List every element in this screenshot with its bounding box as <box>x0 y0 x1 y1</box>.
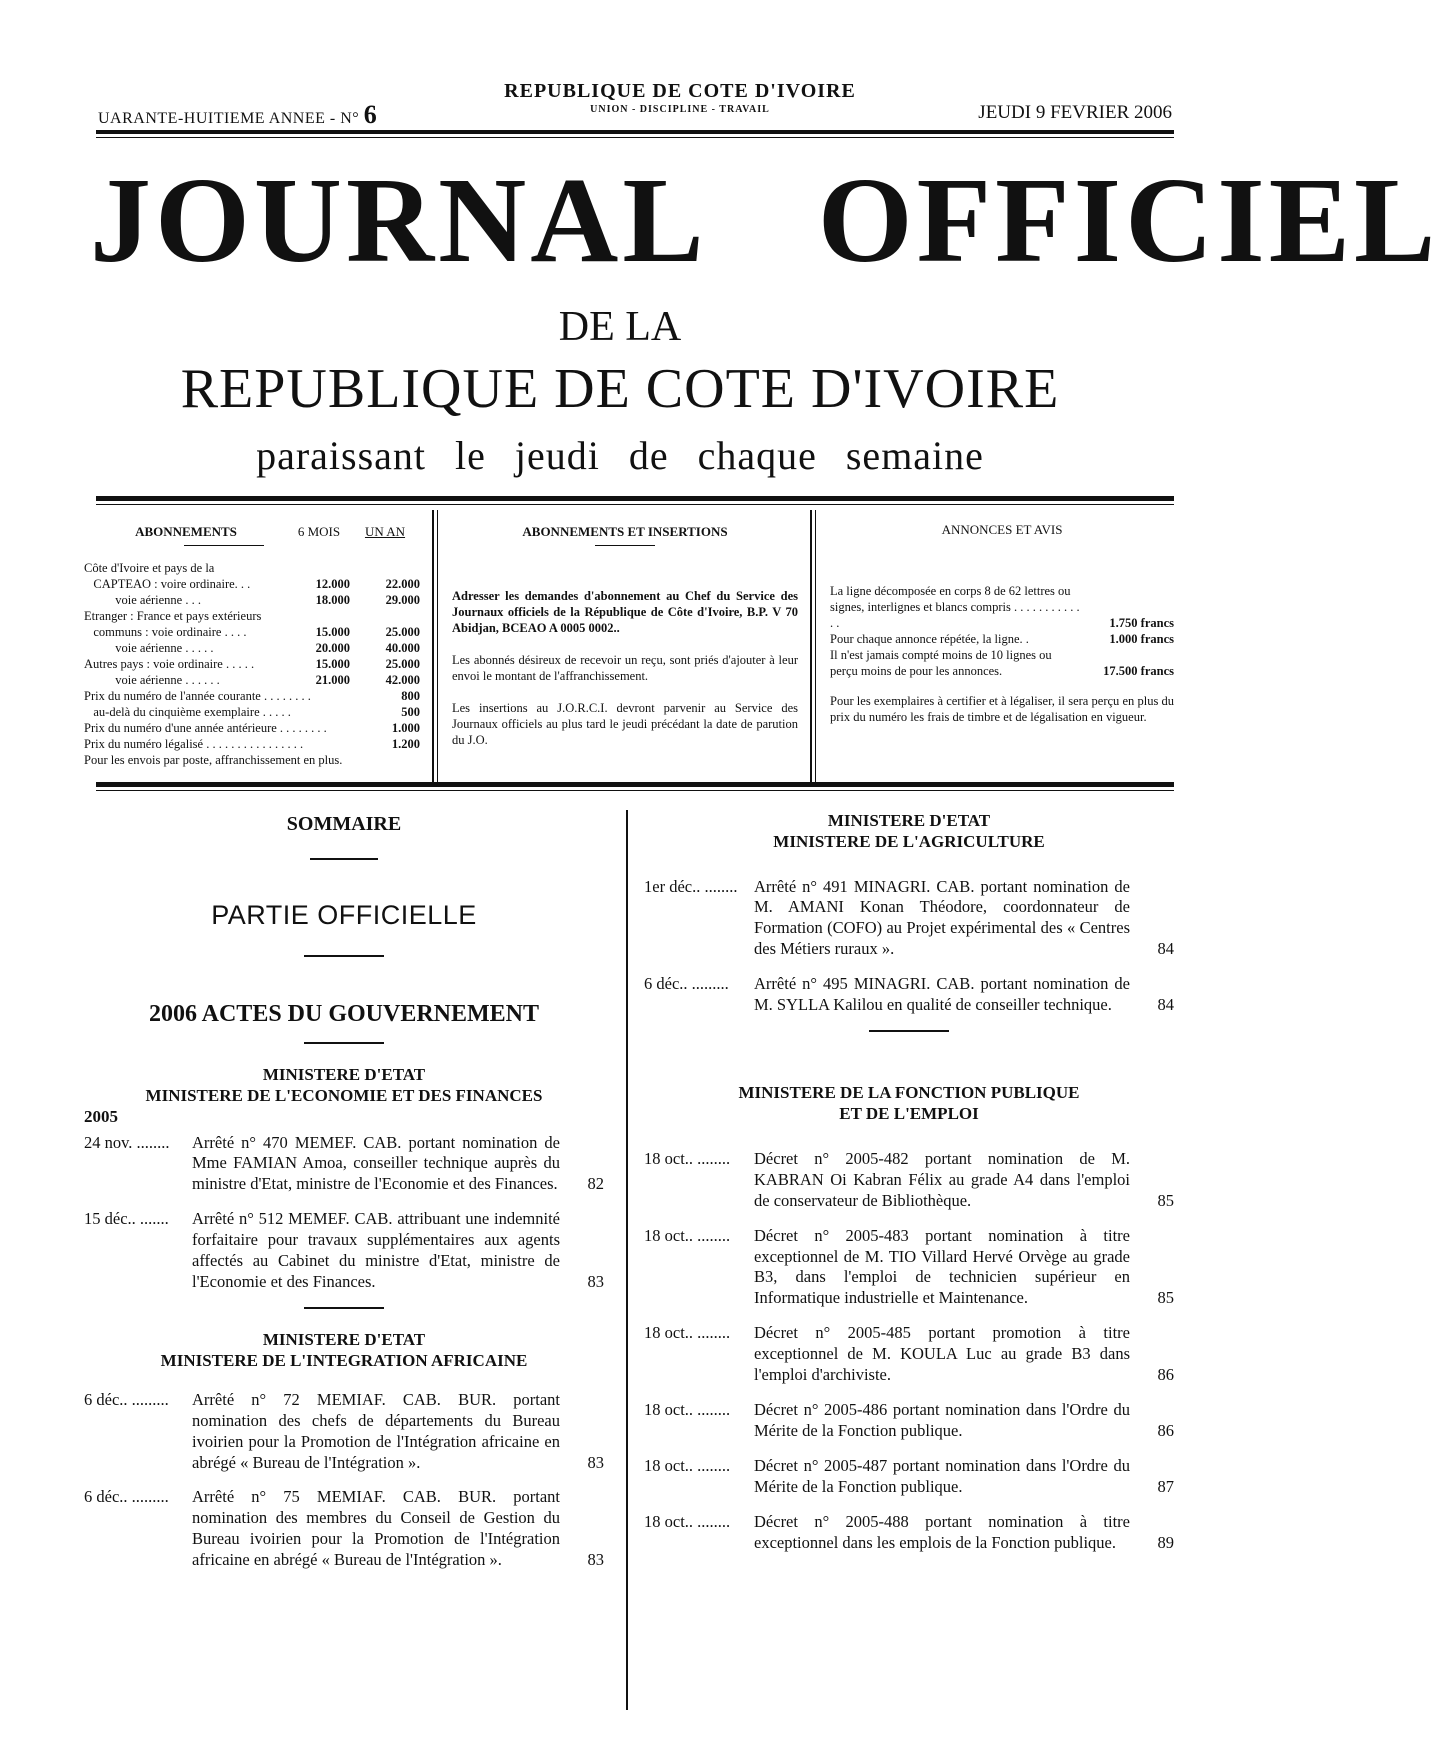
abonnements-col-6mois: 6 MOIS <box>297 524 341 539</box>
sommaire-rule <box>310 858 378 860</box>
masthead-word-journal: JOURNAL <box>90 153 708 288</box>
sommaire-entry <box>644 1149 1174 1212</box>
abonnement-row <box>84 640 420 656</box>
entry-page: 87 <box>1157 1477 1174 1497</box>
annonce-text: Pour chaque annonce répétée, la ligne. . <box>830 631 1029 646</box>
insertions-p3: Les insertions au J.O.R.C.I. devront parvenir au Service des Journaux officiels au plus tard le jeudi précédant la date de parution du J.O. <box>452 700 798 747</box>
entry-text: Décret n° 2005-487 portant nomination dans l'Ordre du Mérite de la Fonction publique. <box>754 1456 1130 1497</box>
entry-text: Arrêté n° 470 MEMEF. CAB. portant nomination de Mme FAMIAN Amoa, conseiller technique auprès du ministre d'Etat, ministre de l'Economie et des Finances. <box>192 1132 560 1194</box>
abonnement-6mois: 21.000 <box>315 672 350 687</box>
entry-date: 6 déc.. ......... <box>84 1389 169 1409</box>
economie-entries <box>84 1133 604 1294</box>
abonnement-6mois <box>327 720 371 736</box>
insertions-underline <box>595 545 655 546</box>
abonnement-row <box>84 704 420 720</box>
issue-number: 6 <box>363 100 378 129</box>
entry-date: 6 déc.. ......... <box>84 1487 169 1507</box>
year-label: UARANTE-HUITIEME ANNEE - N° <box>98 110 360 127</box>
sommaire-entry <box>644 1512 1174 1554</box>
entry-text: Décret n° 2005-486 portant nomination dans l'Ordre du Mérite de la Fonction publique. <box>754 1400 1130 1441</box>
abonnement-6mois <box>291 704 352 720</box>
abonnement-row <box>84 656 420 672</box>
abonnement-label: voie aérienne . . . . . . <box>84 672 220 687</box>
year-2005: 2005 <box>84 1106 118 1126</box>
abonnement-6mois <box>288 560 350 576</box>
entry-text: Arrêté n° 72 MEMIAF. CAB. BUR. portant nomination des chefs de départements du Bureau ivoirien pour la Promotion de l'Intégration africaine en abrégé « Bureau de l'Intégration ». <box>192 1389 560 1472</box>
entry-text: Décret n° 2005-488 portant nomination à titre exceptionnel dans les emplois de la Fonction publique. <box>754 1512 1130 1553</box>
abonnement-label: Prix du numéro légalisé . . . . . . . . . . . . . . . . <box>84 736 304 751</box>
abonnement-6mois: 12.000 <box>315 576 350 591</box>
issue-date: JEUDI 9 FEVRIER 2006 <box>978 102 1172 123</box>
entry-text: Arrêté n° 491 MINAGRI. CAB. portant nomination de M. AMANI Konan Théodore, coordonnateur de Formation (COFO) au Projet expérimental des « Centres des Métiers ruraux ». <box>754 876 1130 959</box>
abonnement-unan <box>350 560 420 576</box>
abonnement-unan: 1.000 <box>391 720 420 735</box>
sommaire-entry <box>644 877 1174 961</box>
abonnement-label: Prix du numéro de l'année courante . . . . . . . . <box>84 688 311 703</box>
abonnement-row <box>84 576 420 592</box>
box-divider-1 <box>432 510 434 782</box>
header-republic: REPUBLIQUE DE COTE D'IVOIRE <box>504 80 856 102</box>
header-rule-thick <box>96 130 1174 134</box>
abonnement-row <box>84 624 420 640</box>
entry-date: 18 oct.. ........ <box>644 1456 731 1476</box>
abonnement-row <box>84 720 420 736</box>
abonnement-label: Prix du numéro d'une année antérieure . . . . . . . . <box>84 720 327 735</box>
agriculture-rule <box>869 1030 949 1032</box>
abonnement-6mois <box>288 608 350 624</box>
abonnement-unan <box>379 752 420 768</box>
box-divider-2b <box>815 510 816 782</box>
annonce-price: 1.750 francs <box>1109 615 1174 630</box>
abonnement-row <box>84 608 420 624</box>
annonce-price: 17.500 francs <box>1103 663 1174 678</box>
entry-page: 84 <box>1157 995 1174 1015</box>
sommaire-entry <box>644 1456 1174 1498</box>
header-motto: UNION - DISCIPLINE - TRAVAIL <box>590 104 770 115</box>
annonce-price: 1.000 francs <box>1109 631 1174 646</box>
entry-date: 6 déc.. ......... <box>644 974 729 994</box>
abonnement-6mois: 15.000 <box>315 656 350 671</box>
header-center <box>420 80 940 115</box>
abonnement-label: voie aérienne . . . . . <box>84 640 214 655</box>
integration-entries <box>84 1390 604 1572</box>
sommaire-entry <box>644 1400 1174 1442</box>
insertions-title: ABONNEMENTS ET INSERTIONS <box>522 524 728 539</box>
abonnement-6mois: 15.000 <box>315 624 350 639</box>
abonnement-unan: 29.000 <box>385 592 420 607</box>
abonnement-6mois <box>303 736 358 752</box>
masthead-rule-thick <box>96 496 1174 501</box>
abonnement-unan: 800 <box>401 688 420 703</box>
entry-page: 83 <box>587 1550 604 1570</box>
ministry-integration: MINISTERE D'ETAT MINISTERE DE L'INTEGRATION AFRICAINE <box>160 1330 528 1371</box>
entry-text: Arrêté n° 512 MEMEF. CAB. attribuant une indemnité forfaitaire pour travaux supplémentaires aux agents affectés au Cabinet du ministre d'Etat, ministre de l'Economie et des Finances. <box>192 1209 560 1292</box>
abonnements-underline <box>184 545 264 546</box>
sommaire-title: SOMMAIRE <box>286 813 402 835</box>
abonnement-label: au-delà du cinquième exemplaire . . . . . <box>84 704 291 719</box>
sommaire-entry <box>84 1487 604 1571</box>
masthead-title <box>90 153 1439 288</box>
entry-text: Décret n° 2005-482 portant nomination de M. KABRAN Oi Kabran Félix au grade A4 dans l'emploi de conservateur de Bibliothèque. <box>754 1148 1130 1210</box>
entry-date: 15 déc.. ....... <box>84 1209 169 1229</box>
sommaire-entry <box>644 974 1174 1016</box>
entry-page: 84 <box>1157 939 1174 959</box>
entry-page: 83 <box>587 1452 604 1472</box>
boxes-rule-thick <box>96 782 1174 787</box>
ministry-economie: MINISTERE D'ETAT MINISTERE DE L'ECONOMIE ET DES FINANCES <box>145 1065 543 1106</box>
header-rule-thin <box>96 137 1174 138</box>
sommaire-entry <box>644 1323 1174 1386</box>
abonnement-unan: 42.000 <box>385 672 420 687</box>
abonnements-box <box>84 514 420 776</box>
abonnement-6mois <box>311 688 362 704</box>
abonnement-label: Autres pays : voie ordinaire . . . . . <box>84 656 255 671</box>
abonnement-label: CAPTEAO : voire ordinaire. . . <box>84 576 251 591</box>
masthead-republic: REPUBLIQUE DE COTE D'IVOIRE <box>180 358 1060 420</box>
entry-page: 85 <box>1157 1190 1174 1210</box>
actes-rule <box>304 1042 384 1044</box>
box-divider-1b <box>437 510 438 782</box>
entry-page: 86 <box>1157 1365 1174 1385</box>
left-column <box>84 810 604 1585</box>
ministry-fonction-publique: MINISTERE DE LA FONCTION PUBLIQUE ET DE L'EMPLOI <box>738 1083 1080 1124</box>
entry-date: 18 oct.. ........ <box>644 1323 731 1343</box>
issue-label <box>98 100 377 130</box>
economie-rule <box>304 1307 384 1309</box>
entry-page: 83 <box>587 1272 604 1292</box>
fonction-publique-entries <box>644 1149 1174 1554</box>
entry-page: 86 <box>1157 1421 1174 1441</box>
box-divider-2 <box>810 510 812 782</box>
abonnement-label: communs : voie ordinaire . . . . <box>84 624 247 639</box>
insertions-p2: Les abonnés désireux de recevoir un reçu, sont priés d'ajouter à leur envoi le montant de l'affranchissement. <box>452 652 798 683</box>
entry-date: 18 oct.. ........ <box>644 1148 731 1168</box>
sommaire-entry <box>644 1226 1174 1310</box>
abonnement-6mois: 18.000 <box>315 592 350 607</box>
agriculture-entries <box>644 877 1174 1017</box>
abonnements-title: ABONNEMENTS <box>135 524 237 539</box>
annonces-note: Pour les exemplaires à certifier et à légaliser, il sera perçu en plus du prix du numéro les frais de timbre et de légalisation en vigueur. <box>830 693 1174 724</box>
entry-page: 82 <box>587 1174 604 1194</box>
abonnement-6mois <box>342 752 378 768</box>
boxes-rule-thin <box>96 790 1174 791</box>
entry-date: 24 nov. ........ <box>84 1132 170 1152</box>
annonces-title: ANNONCES ET AVIS <box>941 522 1063 537</box>
entry-date: 1er déc.. ........ <box>644 876 738 896</box>
abonnement-row <box>84 672 420 688</box>
sommaire-entry <box>84 1133 604 1196</box>
entry-text: Arrêté n° 495 MINAGRI. CAB. portant nomination de M. SYLLA Kalilou en qualité de conseiller technique. <box>754 974 1130 1015</box>
abonnements-rows <box>84 560 420 768</box>
entry-text: Décret n° 2005-485 portant promotion à titre exceptionnel de M. KOULA Luc au grade B3 dans l'emploi d'archiviste. <box>754 1323 1130 1385</box>
abonnement-label: Côte d'Ivoire et pays de la <box>84 560 215 575</box>
abonnement-label: Pour les envois par poste, affranchissement en plus. <box>84 752 343 767</box>
annonce-row <box>830 631 1174 647</box>
abonnement-6mois: 20.000 <box>315 640 350 655</box>
annonce-text: Il n'est jamais compté moins de 10 lignes ou perçu moins de pour les annonces. <box>830 647 1052 678</box>
annonces-box <box>830 514 1174 776</box>
sommaire-entry <box>84 1209 604 1293</box>
abonnement-label: voie aérienne . . . <box>84 592 201 607</box>
entry-page: 89 <box>1157 1533 1174 1553</box>
abonnement-label: Etranger : France et pays extérieurs <box>84 608 262 623</box>
masthead-tagline: paraissant le jeudi de chaque semaine <box>256 433 984 478</box>
insertions-p1: Adresser les demandes d'abonnement au Chef du Service des Journaux officiels de la République de Côte d'Ivoire, B.P. V 70 Abidjan, BCEAO A 0005 0002.. <box>452 588 798 635</box>
entry-date: 18 oct.. ........ <box>644 1400 731 1420</box>
abonnement-unan: 25.000 <box>385 656 420 671</box>
abonnement-unan: 25.000 <box>385 624 420 639</box>
annonce-row <box>830 583 1174 631</box>
masthead-word-officiel: OFFICIEL <box>817 153 1439 288</box>
entry-date: 18 oct.. ........ <box>644 1512 731 1532</box>
abonnements-col-unan: UN AN <box>364 524 406 539</box>
abonnement-unan: 22.000 <box>385 576 420 591</box>
column-divider <box>626 810 628 1710</box>
annonce-row <box>830 647 1174 679</box>
masthead-rule-thin <box>96 504 1174 505</box>
entry-page: 85 <box>1157 1288 1174 1308</box>
abonnement-row <box>84 560 420 576</box>
abonnement-unan <box>350 608 420 624</box>
sommaire-entry <box>84 1390 604 1474</box>
annonces-rows <box>830 583 1174 679</box>
partie-officielle-title: PARTIE OFFICIELLE <box>211 900 477 930</box>
entry-text: Arrêté n° 75 MEMIAF. CAB. BUR. portant nomination des membres du Conseil de Gestion du Bureau ivoirien pour la Promotion de l'Intégration africaine en abrégé « Bureau de l'Intégration ». <box>192 1487 560 1570</box>
masthead-de-la: DE LA <box>558 304 682 350</box>
entry-text: Décret n° 2005-483 portant nomination à titre exceptionnel de M. TIO Villard Hervé Orvège au grade B3, dans l'emploi de technicien supérieur en Informatique industrielle et Maintenance. <box>754 1225 1130 1308</box>
abonnement-unan: 1.200 <box>391 736 420 751</box>
partie-rule <box>304 955 384 957</box>
abonnement-row <box>84 688 420 704</box>
right-column <box>644 810 1174 1568</box>
actes-title: 2006 ACTES DU GOUVERNEMENT <box>148 1001 540 1027</box>
abonnement-row <box>84 592 420 608</box>
abonnement-row <box>84 752 420 768</box>
insertions-box <box>452 514 798 776</box>
ministry-agriculture: MINISTERE D'ETAT MINISTERE DE L'AGRICULTURE <box>773 811 1045 852</box>
entry-date: 18 oct.. ........ <box>644 1225 731 1245</box>
annonce-text: La ligne décomposée en corps 8 de 62 lettres ou signes, interlignes et blancs compris . . . . . . . . . . . . . <box>830 583 1080 630</box>
abonnement-row <box>84 736 420 752</box>
abonnement-unan: 500 <box>401 704 420 719</box>
abonnement-unan: 40.000 <box>385 640 420 655</box>
